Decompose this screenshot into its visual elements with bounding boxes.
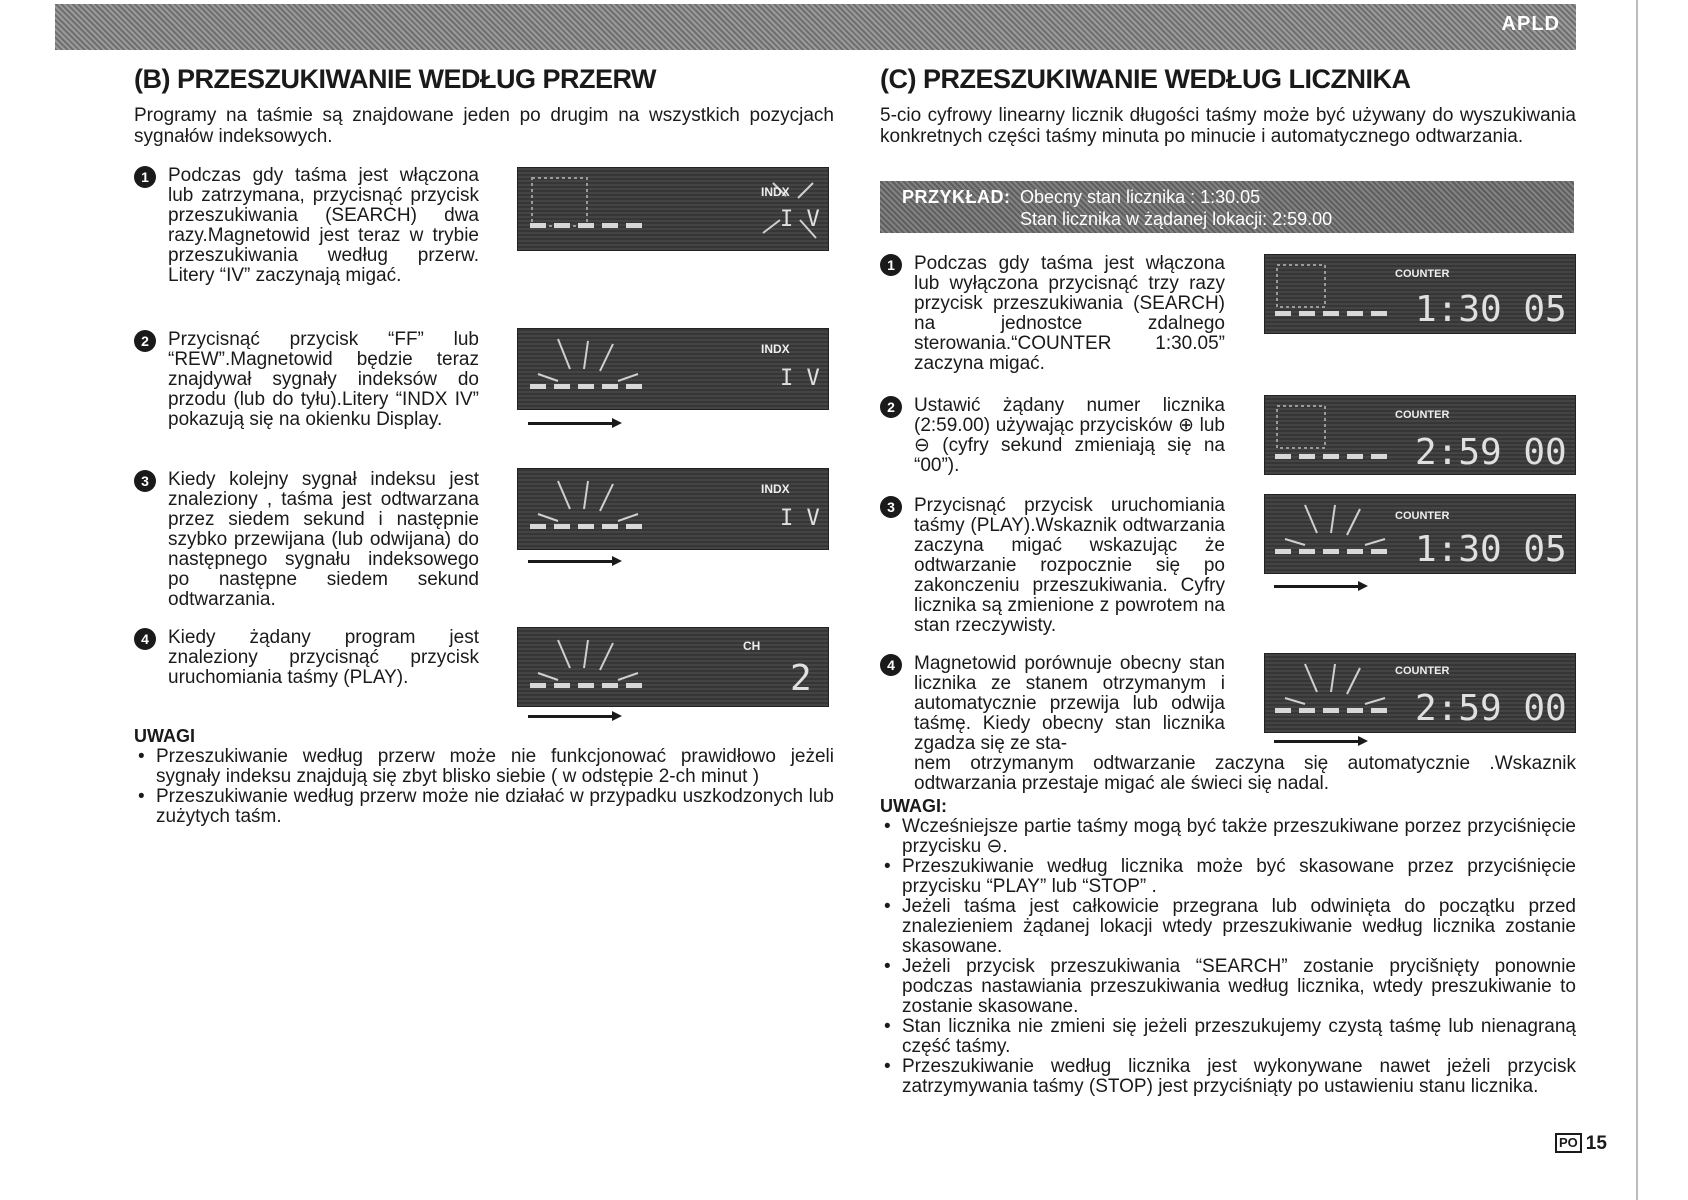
- section-b-intro: Programy na taśmie są znajdowane jeden po drugim na wszystkich pozycjach sygnałów indeksowych.: [134, 105, 834, 147]
- left-step-2: [134, 330, 479, 430]
- right-notes: [880, 796, 1576, 1097]
- left-step-3-text: Kiedy kolejny sygnał indeksu jest znaleziony , taśma jest odtwarzana przez siedem sekund i następnie szybko przewijana (lub odwijana) do następnego sygnału indeksowego po następne siedem sekund odtwarzania.: [168, 469, 479, 610]
- example-box: [880, 181, 1574, 233]
- right-note-3: • Jeżeli taśma jest całkowicie przegrana lub odwinięta do początku przed znalezieniem żądanej lokacji wtedy przeszukiwanie według licznika zostanie skasowane.: [880, 897, 1576, 957]
- forward-arrow: [528, 560, 616, 563]
- section-c-title: (C) PRZESZUKIWANIE WEDŁUG LICZNIKA: [880, 64, 1411, 94]
- left-notes-title: UWAGI: [134, 726, 195, 746]
- display-label: COUNTER: [1395, 665, 1450, 677]
- display-label: INDX: [761, 185, 790, 199]
- left-step-1-text: Podczas gdy taśma jest włączona lub zatrzymana, przycisnąć przycisk przeszukiwania (SEARCH) dwa razy.Magnetowid jest teraz w trybie przeszukiwania według przerw. Litery “IV” zaczynają migać.: [168, 165, 479, 286]
- step-number-badge: 4: [880, 654, 902, 676]
- right-step-2: [880, 396, 1225, 476]
- forward-arrow: [1274, 585, 1362, 588]
- vcr-display-indx-2: [517, 328, 829, 410]
- left-note-2: • Przeszukiwanie według przerw może nie działać w przypadku uszkodzonych lub zużytych taśm.: [134, 787, 834, 827]
- right-notes-title: UWAGI:: [880, 796, 947, 816]
- step-number-badge: 3: [134, 470, 156, 492]
- display-value: 2:59 00: [1415, 688, 1567, 729]
- left-step-4-text: Kiedy żądany program jest znaleziony przycisnąć przycisk uruchomiania taśmy (PLAY).: [168, 627, 479, 688]
- display-value: I V: [780, 506, 820, 531]
- vcr-display-counter-1: [1264, 254, 1576, 334]
- section-b: [134, 64, 834, 147]
- right-step-3: [880, 496, 1225, 636]
- right-note-1: • Wcześniejsze partie taśmy mogą być także przeszukiwane porzez przyciśnięcie przycisku ⊖.: [880, 817, 1576, 857]
- right-step-3-text: Przycisnąć przycisk uruchomiania taśmy (PLAY).Wskaznik odtwarzania zaczyna migać wskazując że odtwarzanie rozpocznie się po zakonczeniu przeszukiwania. Cyfry licznika są zmienione z powrotem na stan rzeczywisty.: [914, 495, 1225, 636]
- example-label: PRZYKŁAD:: [902, 187, 1011, 207]
- page-number: 15: [1585, 1133, 1607, 1154]
- right-note-6: • Przeszukiwanie według licznika jest wykonywane nawet jeżeli przycisk zatrzymywania taśmy (STOP) jest przyciśniąty po ustawieniu stanu licznika.: [880, 1057, 1576, 1097]
- section-c-intro: 5-cio cyfrowy linearny licznik długości taśmy może być używany do wyszukiwania konkretnych części taśmy minuta po minucie i automatycznego odtwarzania.: [880, 105, 1576, 147]
- left-step-4: [134, 628, 479, 688]
- vcr-display-ch: [517, 627, 829, 707]
- step-number-badge: 4: [134, 628, 156, 650]
- left-note-1: • Przeszukiwanie według przerw może nie funkcjonować prawidłowo jeżeli sygnały indeksu znajdują się zbyt blisko siebie ( w odstępie 2-ch minut ): [134, 747, 834, 787]
- display-value: I V: [780, 366, 820, 391]
- example-line-1: Obecny stan licznika : 1:30.05: [1020, 187, 1261, 207]
- right-note-5: • Stan licznika nie zmieni się jeżeli przeszukujemy czystą taśmę lub nienagraną część taśmy.: [880, 1017, 1576, 1057]
- left-step-3: [134, 470, 479, 610]
- header-badge: APLD: [1501, 13, 1560, 35]
- header-bar: [55, 4, 1576, 50]
- example-line-2: Stan licznika w żądanej lokacji: 2:59.00: [1020, 209, 1333, 229]
- display-value: I V: [780, 207, 820, 232]
- right-note-2: • Przeszukiwanie według licznika może być skasowane przez przyciśnięcie przycisku “PLAY” lub “STOP” .: [880, 857, 1576, 897]
- display-value: 1:30 05: [1415, 289, 1567, 330]
- right-step-1: [880, 254, 1225, 374]
- step-number-badge: 1: [880, 254, 902, 276]
- language-badge: PO: [1555, 1133, 1582, 1153]
- left-step-1: [134, 166, 479, 286]
- display-label: CH: [743, 639, 761, 653]
- step-number-badge: 1: [134, 166, 156, 188]
- right-step-2-text: Ustawić żądany numer licznika (2:59.00) używając przycisków ⊕ lub ⊖ (cyfry sekund zmieniają się na “00”).: [914, 395, 1225, 476]
- section-b-title: (B) PRZESZUKIWANIE WEDŁUG PRZERW: [134, 64, 656, 94]
- display-label: COUNTER: [1395, 409, 1450, 421]
- vcr-display-indx-1: [517, 167, 829, 251]
- page-edge-line: [1636, 0, 1638, 1200]
- vcr-display-counter-2: [1264, 395, 1576, 475]
- left-step-2-text: Przycisnąć przycisk “FF” lub “REW”.Magnetowid będzie teraz znajdywał sygnały indeksów do przodu (lub do tyłu).Litery “INDX IV” pokazują się na okienku Display.: [168, 329, 479, 430]
- forward-arrow: [1274, 740, 1362, 743]
- vcr-display-indx-3: [517, 468, 829, 550]
- step-number-badge: 3: [880, 496, 902, 518]
- left-notes: [134, 726, 834, 827]
- display-label: INDX: [761, 482, 790, 496]
- right-note-4: • Jeżeli przycisk przeszukiwania “SEARCH” zostanie prycišnięty ponownie podczas nastawiania przeszukiwania według licznika, wtedy preszukiwanie to zostanie skasowane.: [880, 957, 1576, 1017]
- right-step-4: [880, 654, 1225, 754]
- display-value: 1:30 05: [1415, 529, 1567, 570]
- right-step-4-text: Magnetowid porównuje obecny stan licznika ze stanem otrzymanym i automatycznie przewija lub odwija taśmę. Kiedy obecny stan licznika zgadza się ze sta-: [914, 653, 1225, 754]
- right-step-4-continuation: nem otrzymanym odtwarzanie zaczyna się automatycznie .Wskaznik odtwarzania przestaje migać ale świeci się nadal.: [914, 753, 1576, 794]
- step-number-badge: 2: [134, 330, 156, 352]
- forward-arrow: [528, 715, 616, 718]
- step-number-badge: 2: [880, 396, 902, 418]
- forward-arrow: [528, 422, 616, 425]
- vcr-display-counter-3: [1264, 494, 1576, 574]
- display-value: 2: [790, 658, 812, 699]
- display-label: COUNTER: [1395, 268, 1450, 280]
- display-label: COUNTER: [1395, 510, 1450, 522]
- section-c: [880, 64, 1576, 147]
- display-value: 2:59 00: [1415, 432, 1567, 473]
- page-footer: [1555, 1133, 1607, 1155]
- vcr-display-counter-4: [1264, 653, 1576, 733]
- display-label: INDX: [761, 342, 790, 356]
- right-step-1-text: Podczas gdy taśma jest włączona lub wyłączona przycisnąć trzy razy przycisk przeszukiwania (SEARCH) na jednostce zdalnego sterowania.“COUNTER 1:30.05” zaczyna migać.: [914, 253, 1225, 374]
